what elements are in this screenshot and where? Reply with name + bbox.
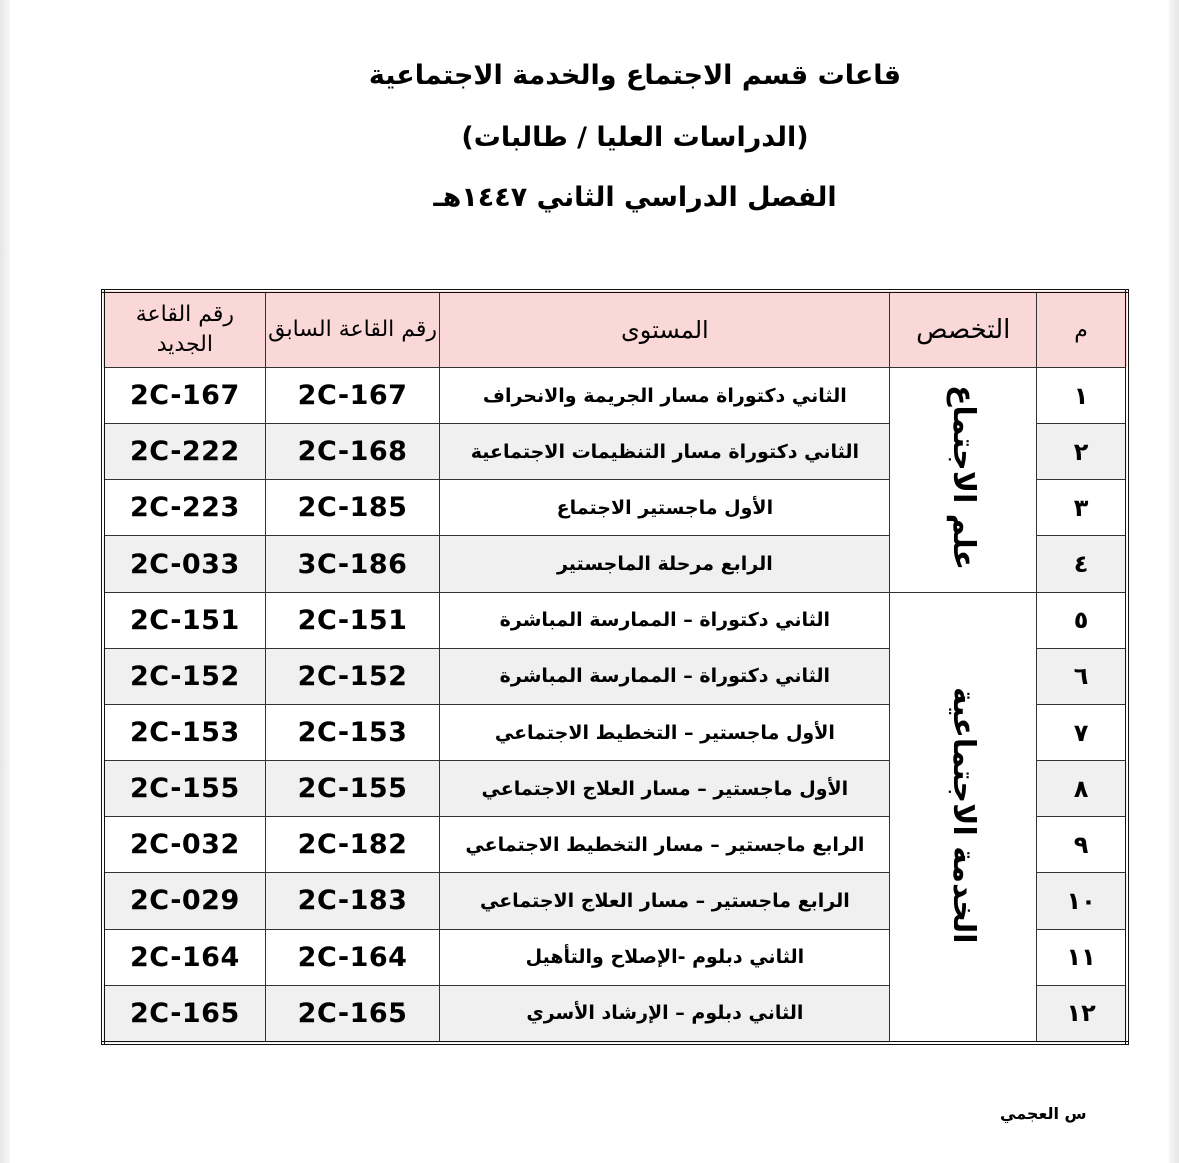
level-cell: الرابع ماجستير – مسار العلاج الاجتماعي <box>440 873 890 929</box>
specialization-cell <box>890 368 1037 593</box>
level-cell: الثاني دكتوراة – الممارسة المباشرة <box>440 592 890 648</box>
old-room-cell: 2C-183 <box>265 873 440 929</box>
old-room-cell: 2C-152 <box>265 648 440 704</box>
row-number: ٢ <box>1037 424 1127 480</box>
header-old-room: رقم القاعة السابق <box>265 291 440 368</box>
row-number: ٣ <box>1037 480 1127 536</box>
rooms-table <box>101 289 1129 1045</box>
level-cell: الثاني دكتوراة مسار التنظيمات الاجتماعية <box>440 424 890 480</box>
new-room-cell: 2C-153 <box>103 704 265 760</box>
row-number: ١١ <box>1037 929 1127 985</box>
old-room-cell: 2C-165 <box>265 985 440 1043</box>
new-room-cell: 2C-033 <box>103 536 265 592</box>
new-room-cell: 2C-165 <box>103 985 265 1043</box>
table-row <box>103 368 1127 424</box>
header-level: المستوى <box>440 291 890 368</box>
table-body <box>103 368 1127 1044</box>
specialization-label: علم الاجتماع <box>945 385 981 571</box>
header-new-room: رقم القاعة الجديد <box>103 291 265 368</box>
new-room-cell: 2C-164 <box>103 929 265 985</box>
row-number: ٨ <box>1037 761 1127 817</box>
header-specialization: التخصص <box>890 291 1037 368</box>
table-header-row <box>103 291 1127 368</box>
row-number: ٥ <box>1037 592 1127 648</box>
row-number: ٩ <box>1037 817 1127 873</box>
document-title: قاعات قسم الاجتماع والخدمة الاجتماعية <box>368 60 902 91</box>
level-cell: الرابع مرحلة الماجستير <box>440 536 890 592</box>
level-cell: الأول ماجستير – مسار العلاج الاجتماعي <box>440 761 890 817</box>
old-room-cell: 2C-168 <box>265 424 440 480</box>
new-room-cell: 2C-029 <box>103 873 265 929</box>
row-number: ٧ <box>1037 704 1127 760</box>
old-room-cell: 2C-182 <box>265 817 440 873</box>
row-number: ١٢ <box>1037 985 1127 1043</box>
old-room-cell: 2C-155 <box>265 761 440 817</box>
level-cell: الثاني دكتوراة – الممارسة المباشرة <box>440 648 890 704</box>
new-room-cell: 2C-152 <box>103 648 265 704</box>
page-edge-right <box>1169 0 1179 1163</box>
signature: س العجمي <box>1000 1104 1087 1123</box>
semester-line: الفصل الدراسي الثاني ١٤٤٧هـ <box>433 182 837 213</box>
row-number: ١٠ <box>1037 873 1127 929</box>
old-room-cell: 3C-186 <box>265 536 440 592</box>
old-room-cell: 2C-151 <box>265 592 440 648</box>
row-number: ٦ <box>1037 648 1127 704</box>
new-room-cell: 2C-151 <box>103 592 265 648</box>
level-cell: الأول ماجستير – التخطيط الاجتماعي <box>440 704 890 760</box>
old-room-cell: 2C-153 <box>265 704 440 760</box>
new-room-cell: 2C-222 <box>103 424 265 480</box>
header-m: م <box>1037 291 1127 368</box>
level-cell: الثاني دبلوم -الإصلاح والتأهيل <box>440 929 890 985</box>
new-room-cell: 2C-223 <box>103 480 265 536</box>
new-room-cell: 2C-032 <box>103 817 265 873</box>
old-room-cell: 2C-164 <box>265 929 440 985</box>
row-number: ١ <box>1037 368 1127 424</box>
old-room-cell: 2C-167 <box>265 368 440 424</box>
document-subtitle: (الدراسات العليا / طالبات) <box>461 122 809 153</box>
level-cell: الثاني دكتوراة مسار الجريمة والانحراف <box>440 368 890 424</box>
specialization-label: الخدمة الاجتماعية <box>945 686 981 944</box>
new-room-cell: 2C-167 <box>103 368 265 424</box>
new-room-cell: 2C-155 <box>103 761 265 817</box>
page-edge-left <box>0 0 10 1163</box>
specialization-cell <box>890 592 1037 1043</box>
level-cell: الأول ماجستير الاجتماع <box>440 480 890 536</box>
level-cell: الرابع ماجستير – مسار التخطيط الاجتماعي <box>440 817 890 873</box>
old-room-cell: 2C-185 <box>265 480 440 536</box>
level-cell: الثاني دبلوم – الإرشاد الأسري <box>440 985 890 1043</box>
row-number: ٤ <box>1037 536 1127 592</box>
table-row <box>103 592 1127 648</box>
